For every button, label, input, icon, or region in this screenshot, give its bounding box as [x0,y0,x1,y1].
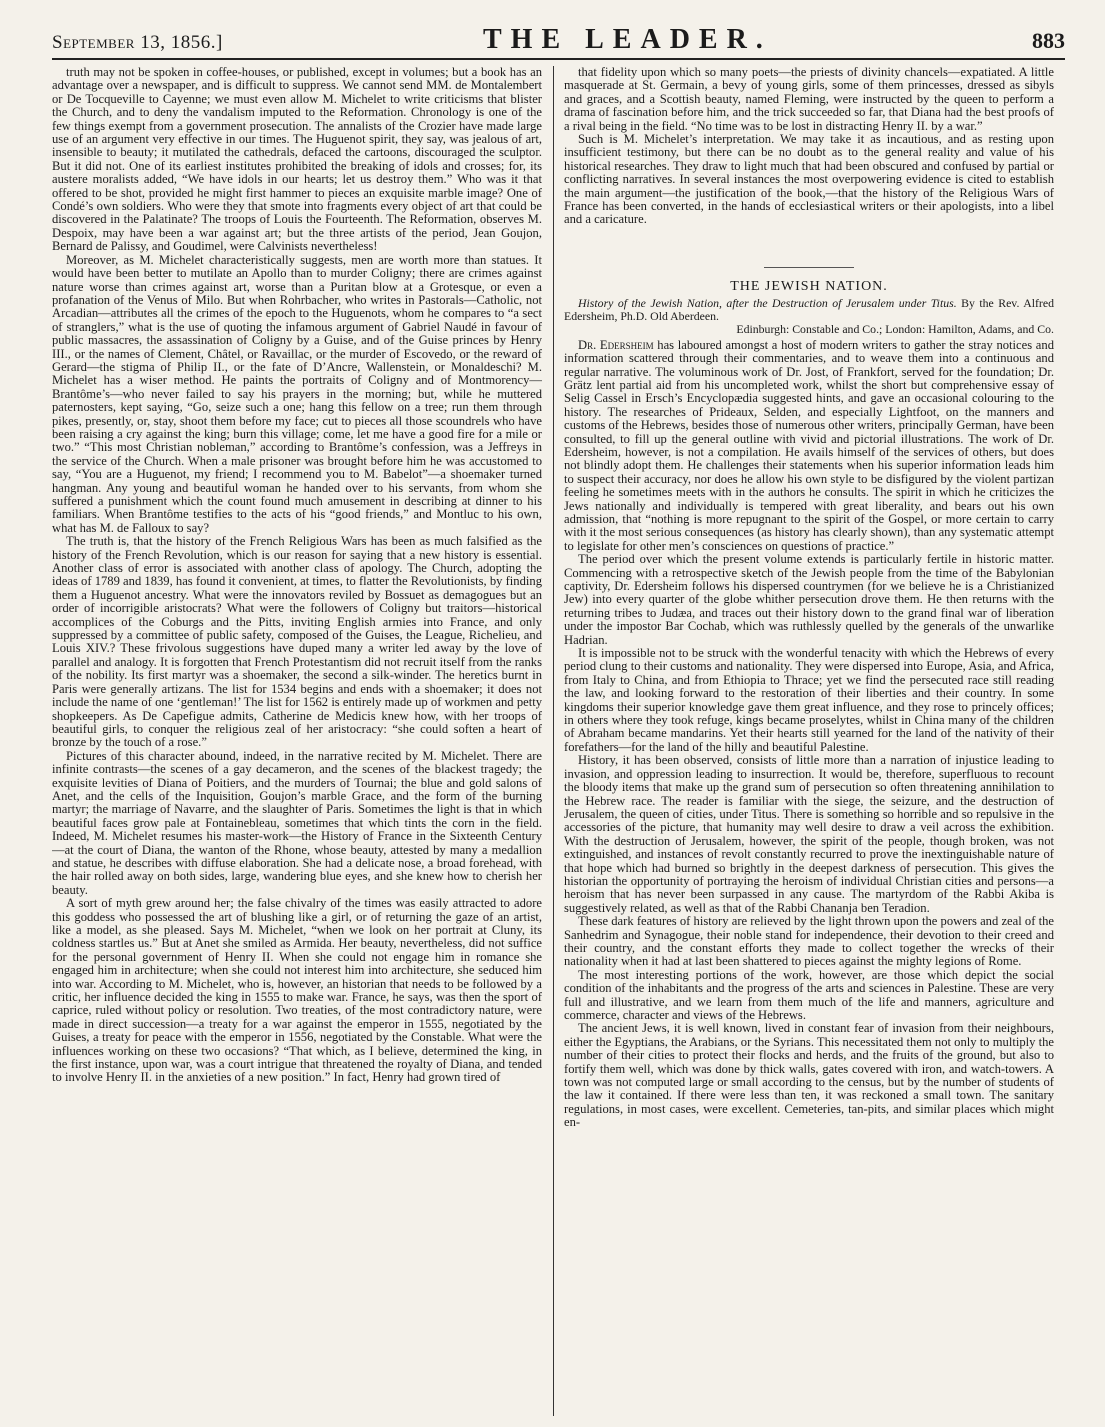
column-divider [553,66,564,1416]
right-column [564,66,1054,1416]
article-paragraph: Such is M. Michelet’s interpretation. We may take it as incautious, and as resting upon insufficient testimony, but there can be no doubt as to the general reality and value of his historical researches. They draw to light much that had been obscured and confused by partial or conflicting narratives. In several instances the most overpowering evidence is cited to establish the main argument—the justification of the book,—that the history of the Religious Wars of France has been converted, in the hands of ecclesiastical writers or their apologists, into a libel and a caricature. [564,132,1054,227]
article-paragraph: The truth is, that the history of the French Religious Wars has been as much falsified as the history of the French Revolution, which is our reason for saying that a new history is essential. Another class of error is associated with another class of apology. The Church, adopting the ideas of 1789 and 1839, has found it convenient, at times, to flatter the Revolutionists, by finding them a Huguenot ancestry. What were the innovators reviled by Bossuet as demagogues but an order of incorrigible aristocrats? What were the followers of Coligny but traitors—historical accomplices of the Coburgs and the Pitts, inviting English armies into France, and only suppressed by a committee of public safety, composed of the Guises, the League, Richelieu, and Louis XIV.? These frivolous suggestions have duped many a writer led away by the love of parallel and analogy. It is forgotten that French Protestantism did not recruit itself from the ranks of the nobility. Its first martyr was a shoemaker, the second a silk-winder. The heretics burnt in Paris were generally artizans. The list for 1534 begins and ends with a shoemaker; it does not include the name of one ‘gentleman!’ The list for 1562 is entirely made up of workmen and petty shopkeepers. As De Capefigue admits, Catherine de Medicis knew how, with her troops of beautiful girls, to conquer the religious zeal of her aristocracy: “she could soften a heart of bronze by the touch of a rose.” [52,534,542,750]
article-paragraph: truth may not be spoken in coffee-houses, or published, except in volumes; but a book has an advantage over a newspaper, and is difficult to suppress. We cannot send MM. de Montalembert or De Tocqueville to Cayenne; we must even allow M. Michelet to write criticisms that blister the Church, and to deny the vandalism imputed to the Reformation. Chronology is one of the few things exempt from a government prosecution. The annalists of the Crozier have made large use of an argument very effective in our times. The Huguenot spirit, they say, was jealous of art, insensible to beauty; it mutilated the cathedrals, defaced the cartoons, discouraged the sculptor. But it did not. One of its earliest institutes prohibited the breaking of idols and crosses; for, its austere moralists added, “We have idols in our hearts; let us destroy them.” Who was it that offered to be shot, provided he might first hammer to pieces an exquisite marble image? One of Condé’s own soldiers. Who were they that smote into fragments every object of art that could be discovered in the Palatinate? The troops of Louis the Fourteenth. The Reformation, observes M. Despoix, may have been a war against art; but the three artists of the period, Jean Goujon, Bernard de Palissy, and Goudimel, were Calvinists nevertheless! [52,66,542,254]
text-columns [52,66,1065,1416]
review-paragraph: The most interesting portions of the work, however, are those which depict the social condition of the inhabitants and the progress of the arts and sciences in Palestine. These are very full and illustrative, and we learn from them much of the life and manners, agriculture and commerce, character and views of the Hebrews. [564,967,1054,1022]
book-title: History of the Jewish Nation, after the Destruction of Jerusalem under Titus. [578,296,957,311]
review-paragraph: The period over which the present volume extends is particularly fertile in historic matter. Commencing with a retrospective sketch of the Jewish people from the time of the Babylonian captivity, Dr. Edersheim follows his dispersed countrymen (for we believe he is a Christianized Jew) into every quarter of the globe whither persecution drove them. He then returns with the returning tribes to Judæa, and traces out their history down to the grand final war of liberation under the impostor Bar Cochab, which was ruthlessly quelled by the generals of the unwarlike Hadrian. [564,552,1054,647]
article-paragraph: Pictures of this character abound, indeed, in the narrative recited by M. Michelet. There are infinite contrasts—the scenes of a gay decameron, and the scenes of the blackest tragedy; the exquisite levities of Diana of Poitiers, and the murders of Tournai; the blue and gold salons of Anet, and the cells of the Inquisition, Goujon’s marble Grace, and the form of the burning martyr; the marriage of Navarre, and the slaughter of Paris. Sometimes the light is that in which beautiful faces grow pale at Fontainebleau, sometimes that which tints the corn in the field. Indeed, M. Michelet resumes his master-work—the History of France in the Sixteenth Century—at the court of Diana, the wanton of the Rhone, whose beauty, attested by many a medallion and statue, he describes with diffuse elaboration. She had a delicate nose, a broad forehead, with the hair rolled away on both sides, large, wandering blue eyes, and she knew how to cherish her beauty. [52,748,542,897]
book-reference [564,297,1054,323]
article-paragraph: A sort of myth grew around her; the false chivalry of the times was easily attracted to adore this goddess who possessed the art of blushing like a girl, or of returning the gaze of an artist, like a model, as she pleased. Says M. Michelet, “when we look on her portrait at Cluny, its coldness startles us.” But at Anet she smiled as Armida. Her beauty, nevertheless, did not suffice for the personal government of Henry II. When she could not engage him in romance she engaged him in architecture; when she could not interest him into architecture, she seduced him into war. According to M. Michelet, who is, however, an historian that needs to be followed by a critic, her influence decided the king in 1555 to make war. France, he says, was then the sport of caprice, ruled without policy or resolution. Two treaties, of the most contradictory nature, were made in direct succession—a treaty for a war against the emperor in 1555, negotiated by the Guises, a treaty for peace with the emperor in 1556, negotiated by the Constable. What were the influences working on these two occasions? “That which, as I believe, determined the king, in the first instance, upon war, was a court intrigue that threatened the royalty of Diana, and tended to involve Henry II. in the anxieties of a new position.” In fact, Henry had grown tired of [52,896,542,1085]
article-paragraph: that fidelity upon which so many poets—the priests of divinity chancels—expatiated. A little masquerade at St. Germain, a bevy of young girls, some of them princesses, dressed as sibyls and graces, and a Scottish beauty, named Fleming, were instructed by the queen to perform a drama of fascination before him, and the trick succeeded so far, that Diana had the best proofs of a rival being in the field. “No time was to be lost in distracting Henry II. by a war.” [564,66,1054,133]
book-publisher: Edinburgh: Constable and Co.; London: Hamilton, Adams, and Co. [736,322,1054,337]
review-paragraph: These dark features of history are relieved by the light thrown upon the powers and zeal of the Sanhedrim and Synagogue, their noble stand for independence, their devotion to their creed and their country, and the constant efforts they made to collect together the wrecks of their nationality when it had at last been shattered to pieces against the mighty legions of Rome. [564,914,1054,969]
page-number: 883 [1032,28,1065,53]
review-title: THE JEWISH NATION. [730,278,888,294]
article-paragraph: Moreover, as M. Michelet characteristically suggests, men are worth more than statues. It would have been better to mutilate an Apollo than to murder Coligny; there are crimes against nature worse than crimes against art, worse than a Puritan blow at a Grotesque, or even a profanation of the Venus of Milo. But when Rohrbacher, who writes in Pastorals—Catholic, not Arcadian—attributes all the crimes of the epoch to the Huguenots, whom he compares to “a sect of stranglers,” what is the use of quoting the infamous argument of Gabriel Naudé in favour of public massacres, the assassination of Coligny by a Guise, and of the Guise princes by Henry III., or the names of Clement, Châtel, or Ravaillac, or the murder of Escovedo, or the reward of Gerard—the stigma of Philip II., or the fate of D’Ancre, Wallenstein, or Monaldeschi? M. Michelet has a wiser method. He paints the portraits of Coligny and of Montmorency—Brantôme’s—who never failed to say his prayers in the morning; but, while he muttered paternosters, kept saying, “Go, seize such a one; hang this fellow on a tree; run them through pikes, presently, or, stay, shoot them before my face; cut to pieces all those scoundrels who have been raising a cry against the king; burn this village; come, let me have a good fire for a mile or two.” “This most Christian nobleman,” according to Brantôme’s confession, was a Jeffreys in the service of the Church. When a male prisoner was brought before him he was accustomed to say, “You are a Huguenot, my friend; I recommend you to M. Babelot”—a shoemaker turned hangman. Any young and beautiful woman he handed over to his servants, from whom she suffered a punishment which the count found much amusement in describing at dinner to his familiars. When Brantôme testifies to the acts of his “good friends,” and Montluc to his own, what has M. de Falloux to say? [52,252,542,535]
review-paragraph [564,339,1054,554]
newspaper-title: THE LEADER. [482,24,772,55]
review-paragraph: It is impossible not to be struck with the wonderful tenacity with which the Hebrews of every period clung to their customs and nationality. They were dispersed into Europe, Asia, and Africa, from Italy to China, and from Ethiopia to Thrace; yet we find the persecuted race still reading the law, and looking forward to the restoration of their liberties and their country. In some kingdoms their superior knowledge gave them great influence, and they rose to princely offices; in others where they took refuge, kings became proselytes, whilst in China many of the children of Abraham became mandarins. Yet their hearts still yearned for the land of the nativity of their forefathers—for the land of the hilly and beautiful Palestine. [564,646,1054,754]
review-paragraph: History, it has been observed, consists of little more than a narration of injustice leading to invasion, and oppression leading to insurrection. It would be, therefore, superfluous to recount the bloody items that make up the grand sum of persecution so often threatening annihilation to the Hebrew race. The reader is familiar with the siege, the seizure, and the destruction of Jerusalem, the queen of cities, under Titus. There is something so horrible and so repulsive in the accessories of the picture, that humanity may well desire to draw a veil across the exhibition. With the destruction of Jerusalem, however, the spirit of the people, though broken, was not extinguished, and instances of revolt constantly recurred to prove the inextinguishable nature of that hope which had burned so brightly in the deepest darkness of persecution. This gives the historian the opportunity of portraying the heroism of individual Christian cities and persons—a heroism that has never been surpassed in any cause. The martyrdom of the Rabbi Akiba is suggestively related, as well as that of the Rabbi Chananja ben Teradion. [564,753,1054,915]
review-lead-name: Dr. Edersheim [578,337,654,352]
review-paragraph: The ancient Jews, it is well known, lived in constant fear of invasion from their neighbours, either the Egyptians, the Arabians, or the Syrians. This necessitated them not only to multiply the number of their cities to protect their flocks and herds, and the fruits of the ground, but also to fortify them well, which was done by thick walls, gates covered with iron, and watch-towers. A town was not computed large or small according to the census, but by the number of students of the law it contained. If there were less than ten, it was reckoned a small town. The sanitary regulations, in most cases, were excellent. Cemeteries, tan-pits, and similar places which might en- [564,1021,1054,1130]
book-author: By the Rev. Alfred Edersheim, Ph.D. Old Aberdeen. [564,296,1054,324]
section-rule [764,267,854,268]
issue-date: September 13, 1856.] [52,32,223,53]
masthead [52,14,1065,60]
left-column [52,66,542,1416]
review-paragraph-text: has laboured amongst a host of modern writers to gather the stray notices and information scattered through their commentaries, and to weave them into a continuous and regular narrative. The voluminous work of Dr. Jost, of Frankfort, served for the foundation; Dr. Grätz lent partial aid from his uncompleted work, whilst the short but comprehensive essay of Selig Cassel in Ersch’s Encyclopædia suggested hints, and gave an occasional colouring to the history. The researches of Prideaux, Selden, and especially Lightfoot, on the manners and customs of the Hebrews, besides those of numerous other writers, principally German, have been consulted, to fill up the general outline with vivid and pictorial illustrations. The work of Dr. Edersheim, however, is not a compilation. He avails himself of the services of others, but does not blindly adopt them. He challenges their statements when his superior information leads him to suspect their accuracy, nor does he allow his own style to be disfigured by the violent partizan feeling he sometimes meets with in the authors he consults. The spirit in which he criticizes the Jews nationally and individually is tempered with great liberality, and bears out his own admission, that “nothing is more repugnant to the spirit of the Gospel, or more certain to carry with it the most serious consequences (as history has clearly shown), than any systematic attempt to legislate for other men’s consciences on questions of practice.” [564,337,1054,553]
